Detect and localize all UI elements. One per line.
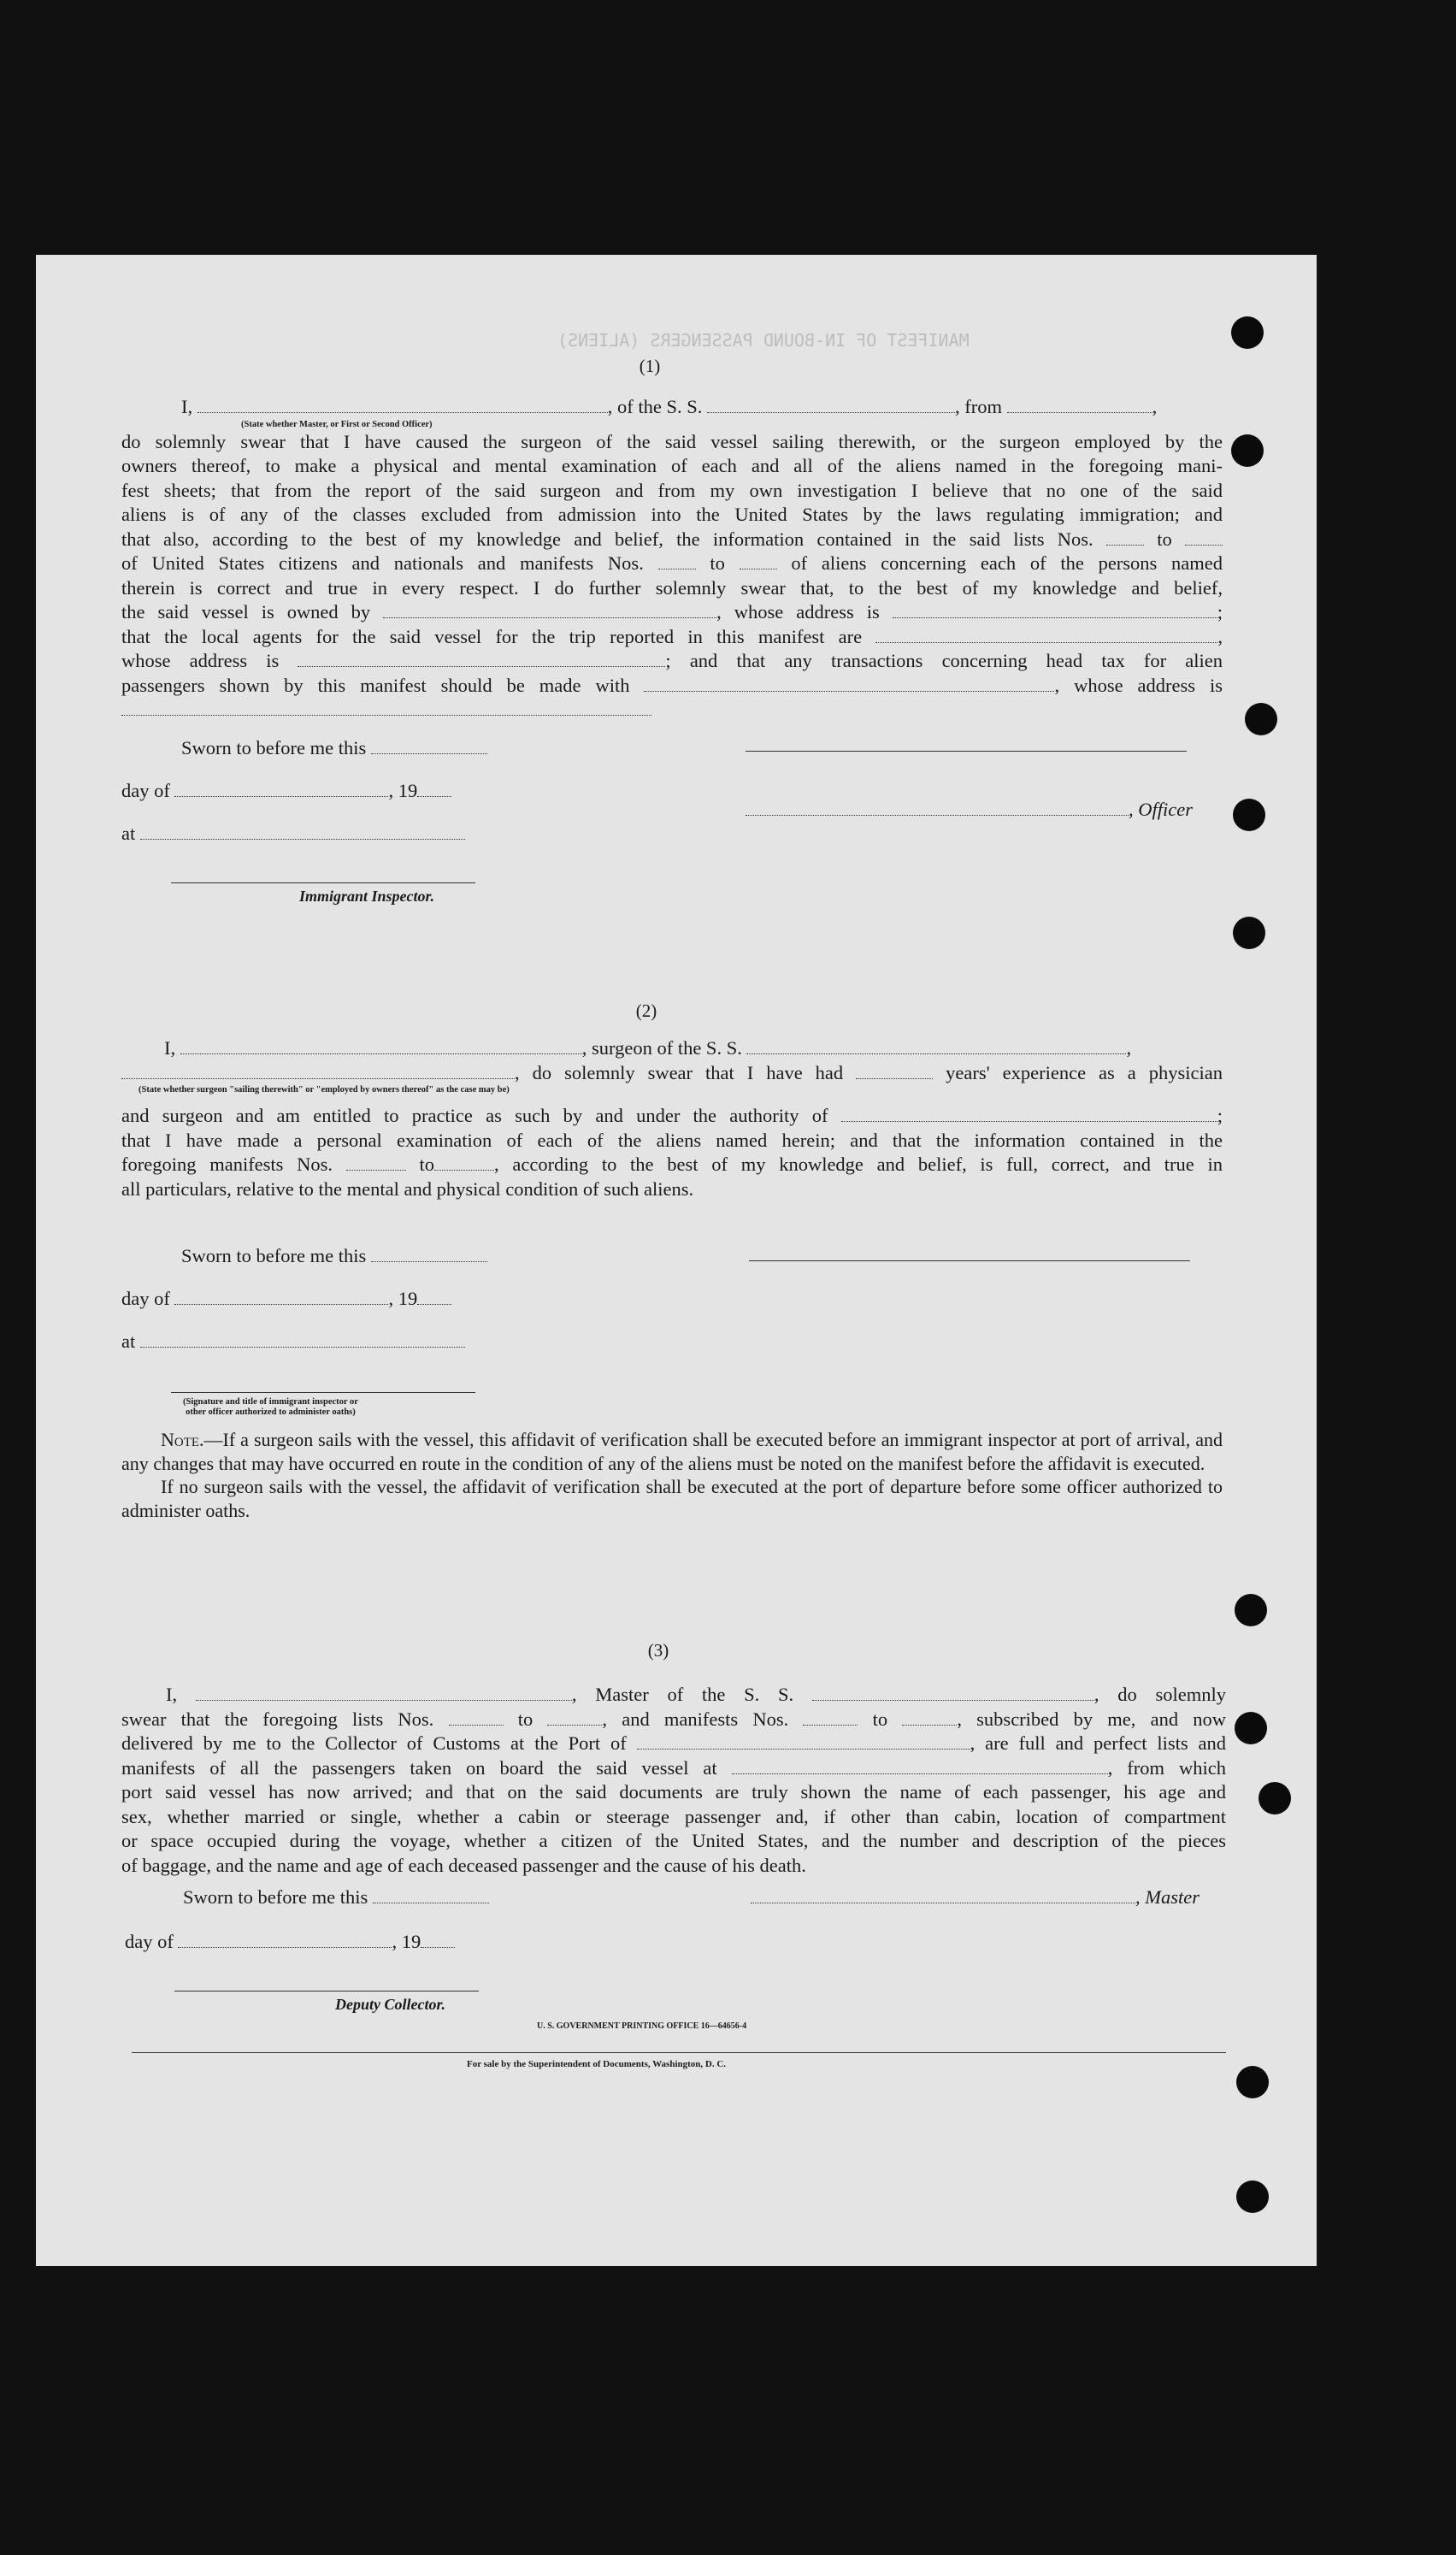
sworn-label: Sworn to before me this bbox=[181, 1245, 487, 1267]
section-3-oath bbox=[121, 1683, 1226, 1878]
section-3-line: port said vessel has now arrived; and that on the said documents are truly shown the name of each passenger, his age and bbox=[121, 1781, 1226, 1803]
blank-line bbox=[1007, 396, 1152, 413]
inspector-signature-line bbox=[171, 1392, 475, 1393]
section-3-line: manifests of all the passengers taken on board the said vessel at , from which bbox=[121, 1756, 1227, 1779]
bleed-through-text: MANIFEST OF IN-BOUND PASSENGERS (ALIENS) bbox=[557, 330, 970, 351]
note-paragraph-2: If no surgeon sails with the vessel, the affidavit of verification shall be executed at the port of departure before some officer authorized to administer oaths. bbox=[121, 1476, 1223, 1521]
punch-hole bbox=[1233, 799, 1265, 831]
punch-hole bbox=[1259, 1782, 1291, 1814]
officer-caption: , Officer bbox=[1129, 799, 1193, 821]
section-1-number: (1) bbox=[639, 356, 661, 376]
sworn-label: Sworn to before me this bbox=[183, 1886, 489, 1909]
section-2-line: foregoing manifests Nos. to , according to the best of my knowledge and belief, is full, correct, and true in bbox=[121, 1154, 1223, 1175]
punch-hole bbox=[1245, 703, 1277, 735]
sale-notice: For sale by the Superintendent of Documents, Washington, D. C. bbox=[467, 2059, 727, 2069]
section-3-line: delivered by me to the Collector of Customs at the Port of , are full and perfect lists and bbox=[121, 1732, 1227, 1754]
at-label: at bbox=[121, 1331, 465, 1353]
day-of-label: day of , 19 bbox=[121, 1288, 451, 1310]
note-label: Note. bbox=[161, 1429, 204, 1450]
section-2-line: all particulars, relative to the mental and physical condition of such aliens. bbox=[121, 1177, 694, 1200]
section-2-row-1: I, , surgeon of the S. S. , bbox=[164, 1037, 1132, 1059]
inspector-caption: Immigrant Inspector. bbox=[299, 888, 435, 905]
section-1-line: that the local agents for the said vessel for the trip reported in this manifest are , bbox=[121, 625, 1223, 647]
section-1-line: whose address is ; and that any transactions concerning head tax for alien bbox=[121, 650, 1223, 671]
day-of-label: day of , 19 bbox=[121, 780, 451, 802]
section-3-line: of baggage, and the name and age of each deceased passenger and the cause of his death. bbox=[121, 1854, 806, 1876]
section-3-line: or space occupied during the voyage, whether a citizen of the United States, and the number and description of the pieces bbox=[121, 1830, 1226, 1851]
at-label: at bbox=[121, 823, 465, 845]
section-1-line: of United States citizens and nationals and manifests Nos. to of aliens concerning each of the persons named bbox=[121, 552, 1223, 574]
punch-hole bbox=[1235, 1712, 1267, 1744]
punch-hole bbox=[1236, 2180, 1269, 2213]
section-1-line: therein is correct and true in every respect. I do further solemnly swear that, to the best of my knowledge and belief, bbox=[121, 576, 1223, 599]
day-of-label: day of , 19 bbox=[125, 1931, 455, 1953]
officer-signature-line-top bbox=[746, 751, 1187, 752]
section-3-line: sex, whether married or single, whether a cabin or steerage passenger and, if other than cabin, location of compartment bbox=[121, 1805, 1226, 1827]
section-1-row-1-note: (State whether Master, or First or Second Officer) bbox=[241, 419, 433, 429]
officer-signature-line bbox=[746, 799, 1193, 821]
section-2-oath bbox=[121, 1036, 1223, 1201]
section-3-number: (3) bbox=[647, 1640, 669, 1661]
sworn-label: Sworn to before me this bbox=[181, 737, 487, 759]
punch-hole bbox=[1236, 2066, 1269, 2098]
section-1-final-blank bbox=[121, 698, 1223, 723]
section-1-line: passengers shown by this manifest should be made with , whose address is bbox=[121, 674, 1223, 696]
section-1-row-1: I, , of the S. S. , from , bbox=[181, 396, 1158, 417]
inspector-signature-line bbox=[171, 882, 475, 883]
section-1-line: the said vessel is owned by , whose address is ; bbox=[121, 601, 1223, 623]
section-2-row-2-note: (State whether surgeon "sailing therewith" or "employed by owners thereof" as the case may be) bbox=[139, 1085, 510, 1095]
section-3-line: I, , Master of the S. S. , do solemnly bbox=[166, 1684, 1227, 1705]
section-1-line: fest sheets; that from the report of the said surgeon and from my own investigation I believe that no one of the said bbox=[121, 479, 1223, 501]
section-2-row-2: , do solemnly swear that I have had years' experience as a physician bbox=[121, 1061, 1223, 1086]
note-block bbox=[121, 1428, 1223, 1522]
document-page bbox=[36, 255, 1317, 2266]
section-3-line: swear that the foregoing lists Nos. to , and manifests Nos. to , subscribed by me, and now bbox=[121, 1708, 1227, 1730]
printing-office-imprint: U. S. GOVERNMENT PRINTING OFFICE 16—64656-4 bbox=[537, 2021, 747, 2031]
surgeon-signature-line bbox=[749, 1260, 1190, 1261]
punch-hole bbox=[1235, 1594, 1267, 1626]
section-1-line: that also, according to the best of my knowledge and belief, the information contained in the said lists Nos. to bbox=[121, 528, 1223, 552]
section-1-line: aliens is of any of the classes excluded from admission into the United States by the laws regulating immigration; and bbox=[121, 504, 1223, 525]
note-paragraph-1: Note.—If a surgeon sails with the vessel, this affidavit of verification shall be executed before an immigrant inspector at port of arrival, and any changes that may have occurred en route in the condition of any of the aliens must be noted on the manifest before the affidavit is executed. bbox=[121, 1429, 1223, 1474]
blank-line bbox=[707, 396, 955, 413]
punch-hole bbox=[1233, 917, 1265, 949]
signature-note: (Signature and title of immigrant inspector or other officer authorized to administer oaths) bbox=[183, 1397, 358, 1417]
section-1-oath bbox=[121, 395, 1223, 723]
section-2-line: that I have made a personal examination of each of the aliens named herein; and that the information contained in the bbox=[121, 1129, 1223, 1151]
master-signature-line bbox=[751, 1886, 1200, 1909]
section-1-line: owners thereof, to make a physical and mental examination of each and all of the aliens named in the foregoing mani- bbox=[121, 455, 1223, 476]
blank-line bbox=[197, 396, 608, 413]
section-2-number: (2) bbox=[635, 1000, 657, 1021]
collector-caption: Deputy Collector. bbox=[335, 1996, 445, 2013]
master-caption: , Master bbox=[1135, 1886, 1200, 1909]
footer-rule bbox=[132, 2052, 1226, 2053]
section-2-line: and surgeon and am entitled to practice as such by and under the authority of ; bbox=[121, 1105, 1223, 1126]
punch-hole bbox=[1231, 434, 1264, 467]
punch-hole bbox=[1231, 316, 1264, 349]
section-1-line: do solemnly swear that I have caused the surgeon of the said vessel sailing therewith, or the surgeon employed by the bbox=[121, 430, 1223, 452]
